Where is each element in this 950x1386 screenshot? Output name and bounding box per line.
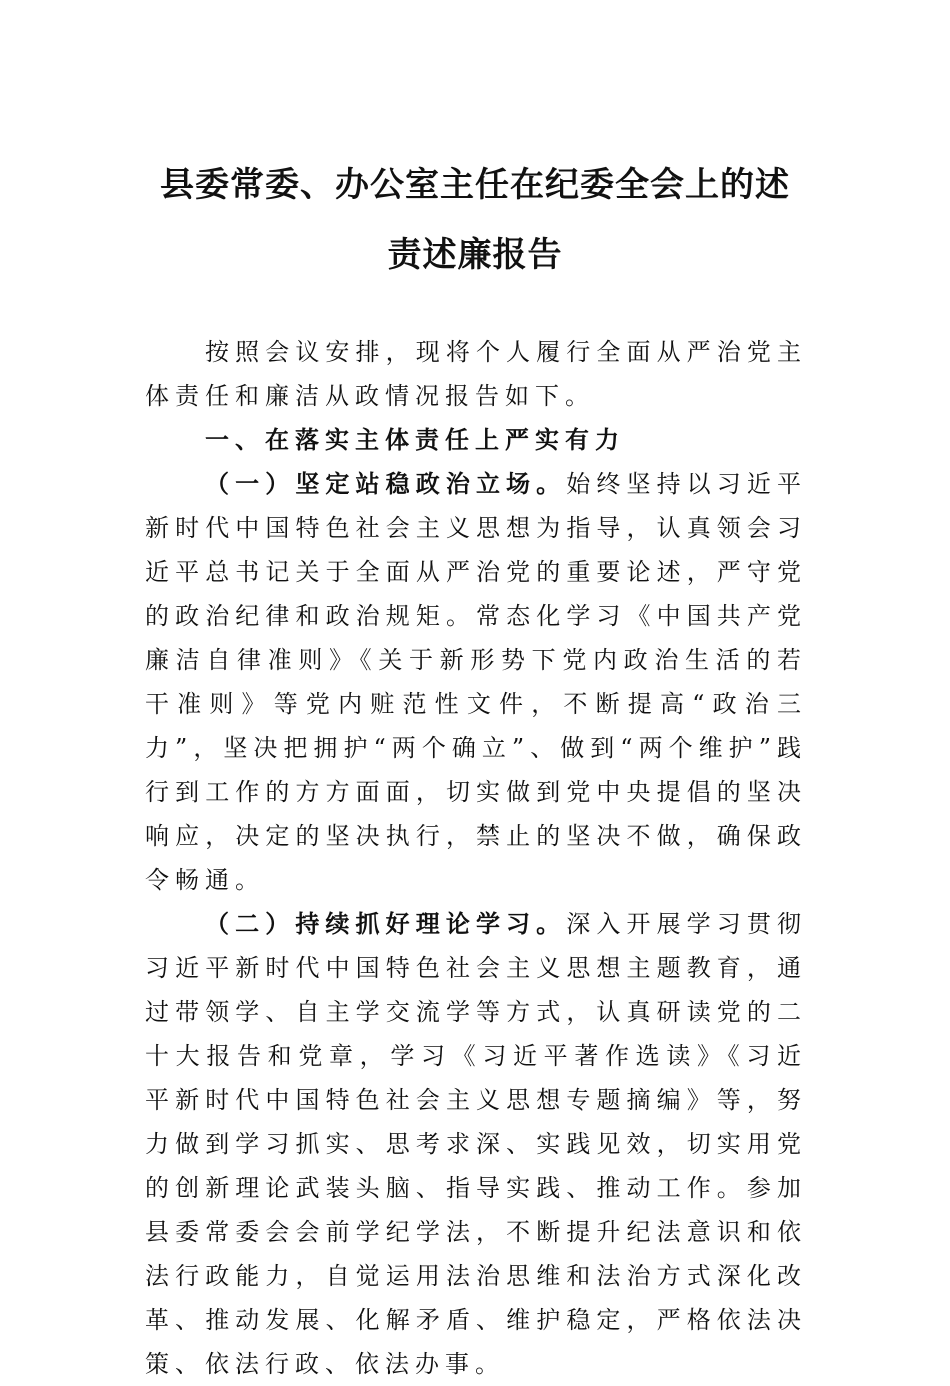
intro-paragraph: 按照会议安排，现将个人履行全面从严治党主体责任和廉洁从政情况报告如下。: [145, 338, 807, 410]
paragraph-1: [145, 462, 807, 902]
paragraph-2: [145, 902, 807, 1386]
section-heading: 一、在落实主体责任上严实有力: [205, 426, 625, 454]
paragraph-2-lead: （二）持续抓好理论学习。: [205, 909, 567, 938]
paragraph-1-lead: （一）坚定站稳政治立场。: [205, 469, 567, 498]
title-line-1: 县委常委、办公室主任在纪委全会上的述: [160, 165, 790, 205]
document-title: [0, 150, 950, 290]
document-body: [145, 330, 807, 1386]
paragraph-1-text: 始终坚持以习近平新时代中国特色社会主义思想为指导，认真领会习近平总书记关于全面从严治党的重要论述，严守党的政治纪律和政治规矩。常态化学习《中国共产党廉洁自律准则》《关于新形势下党内政治生活的若干准则》等党内赃范性文件，不断提高“政治三力”，坚决把拥护“两个确立”、做到“两个维护”践行到工作的方方面面，切实做到党中央提倡的坚决响应，决定的坚决执行，禁止的坚决不做，确保政令畅通。: [145, 470, 808, 894]
title-line-2: 责述廉报告: [387, 235, 563, 275]
paragraph-2-text: 深入开展学习贯彻习近平新时代中国特色社会主义思想主题教育，通过带领学、自主学交流学等方式，认真研读党的二十大报告和党章，学习《习近平著作选读》《习近平新时代中国特色社会主义思想专题摘编》等，努力做到学习抓实、思考求深、实践见效，切实用党的创新理论武装头脑、指导实践、推动工作。参加县委常委会会前学纪学法，不断提升纪法意识和依法行政能力，自觉运用法治思维和法治方式深化改革、推动发展、化解矛盾、维护稳定，严格依法决策、依法行政、依法办事。: [145, 910, 808, 1378]
